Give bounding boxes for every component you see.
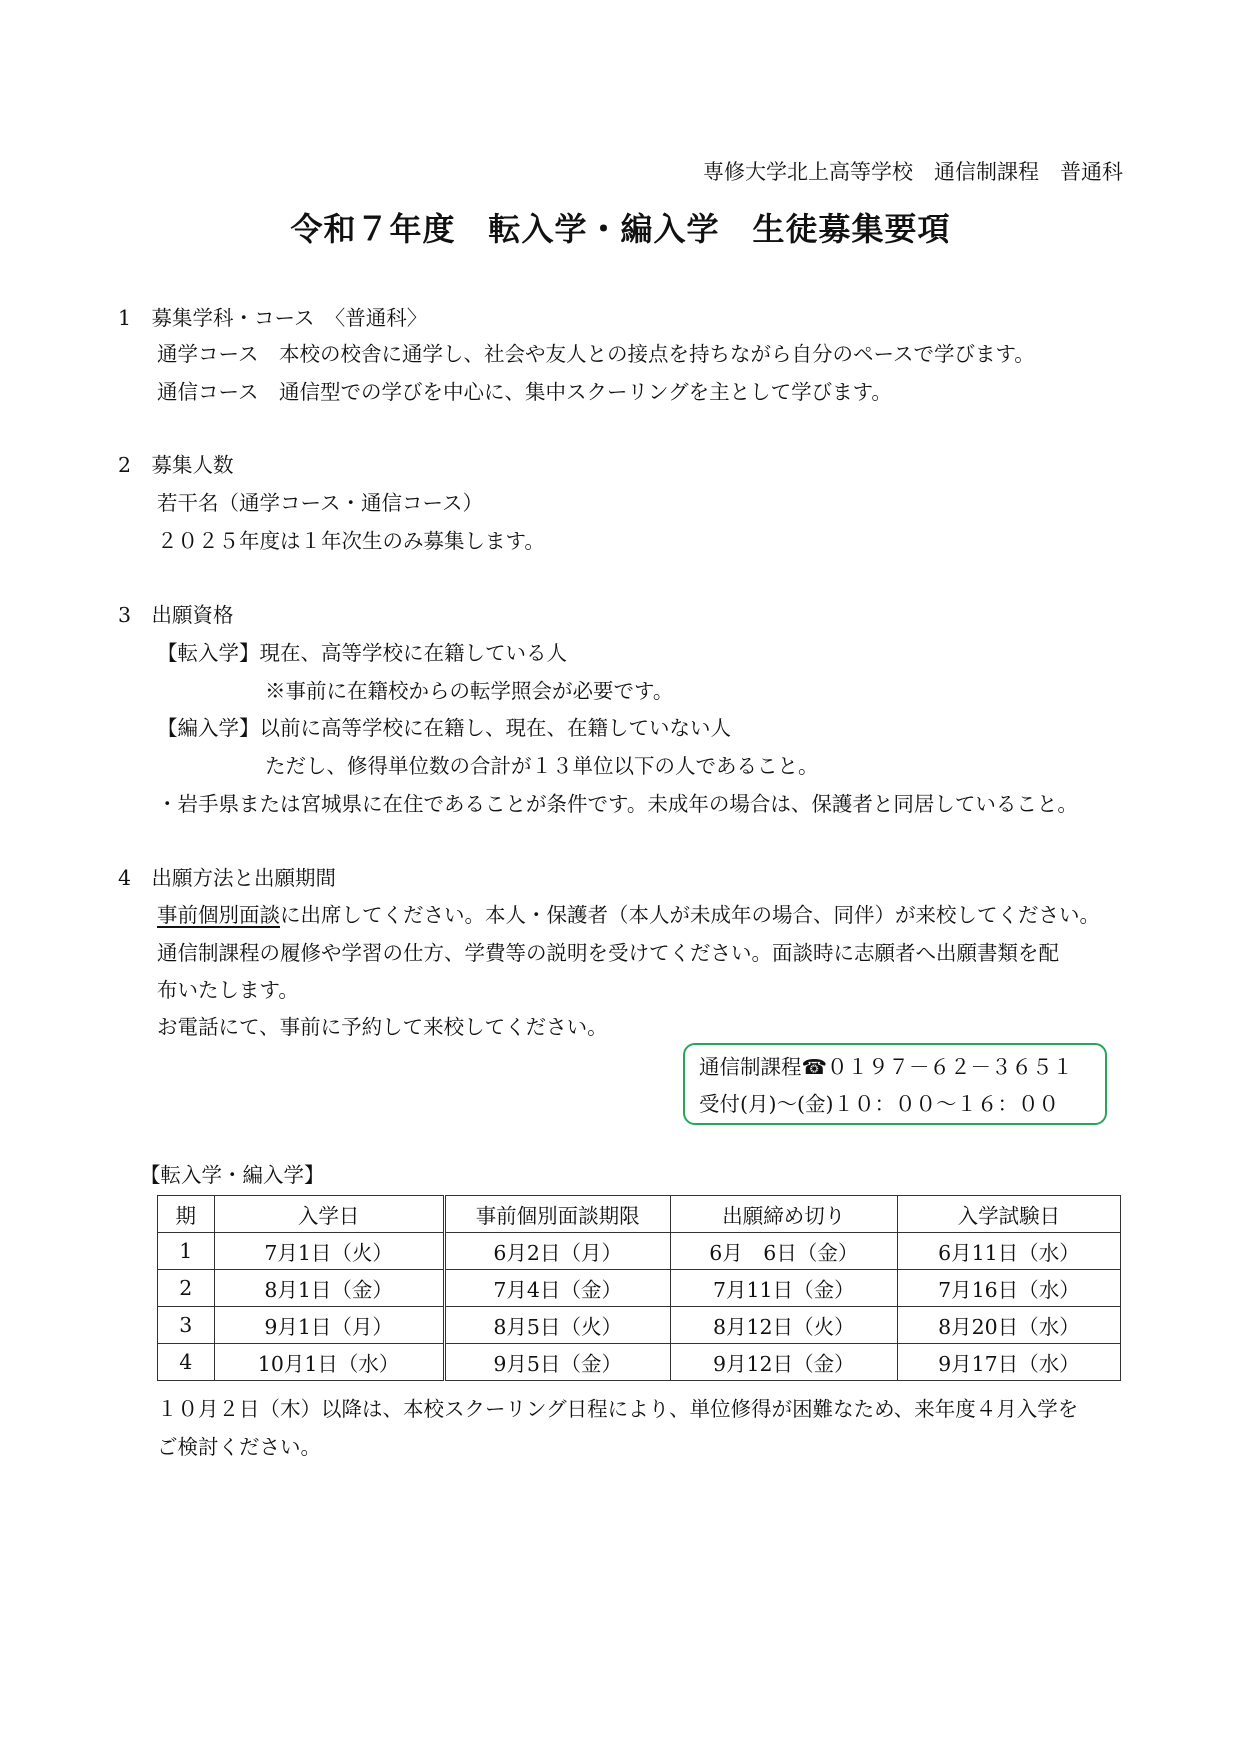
page-title: 令和７年度 転入学・編入学 生徒募集要項 <box>290 210 951 248</box>
reentry-row <box>157 710 731 746</box>
table-cell: 6月2日（月） <box>444 1233 670 1270</box>
section4-line: 通信制課程の履修や学習の仕方、学費等の説明を受けてください。面談時に志願者へ出願書類を配 <box>157 941 1059 965</box>
schedule-note: ご検討ください。 <box>157 1435 321 1459</box>
section4-line1-rest: に出席してください。本人・保護者（本人が未成年の場合、同伴）が来校してください。 <box>280 903 1100 927</box>
schedule-caption: 【転入学・編入学】 <box>140 1163 325 1187</box>
header-application-deadline: 出願締め切り <box>670 1196 897 1233</box>
header-entry-date: 入学日 <box>214 1196 444 1233</box>
table-cell: 8月12日（火） <box>670 1307 897 1344</box>
table-cell: 9月12日（金） <box>670 1344 897 1381</box>
section2-line: 若干名（通学コース・通信コース） <box>157 491 483 515</box>
table-cell: 1 <box>158 1233 215 1270</box>
header-exam-date: 入学試験日 <box>897 1196 1120 1233</box>
section2-heading: 2 募集人数 <box>118 453 234 477</box>
table-cell: 8月5日（火） <box>444 1307 670 1344</box>
table-cell: 9月17日（水） <box>897 1344 1120 1381</box>
residence-condition: ・岩手県または宮城県に在住であることが条件です。未成年の場合は、保護者と同居していること。 <box>157 792 1078 816</box>
transfer-text: 現在、高等学校に在籍している人 <box>259 641 567 665</box>
phone-icon: ☎ <box>801 1055 828 1079</box>
table-cell: 7月16日（水） <box>897 1270 1120 1307</box>
contact-phone-row <box>699 1049 1091 1086</box>
contact-phone: ０１９７－６２－３６５１ <box>827 1055 1074 1079</box>
contact-label: 通信制課程 <box>699 1055 802 1079</box>
table-header-row <box>158 1196 1121 1233</box>
section2-line: ２０２５年度は１年次生のみ募集します。 <box>157 529 545 553</box>
table-row <box>158 1344 1121 1381</box>
table-cell: 8月1日（金） <box>214 1270 444 1307</box>
section4-heading: 4 出願方法と出願期間 <box>118 866 337 890</box>
table-cell: 9月1日（月） <box>214 1307 444 1344</box>
table-cell: 6月 6日（金） <box>670 1233 897 1270</box>
schedule-note: １０月２日（木）以降は、本校スクーリング日程により、単位修得が困難なため、来年度４月入学を <box>157 1397 1079 1421</box>
section4-line: 布いたします。 <box>157 978 299 1002</box>
transfer-note: ※事前に在籍校からの転学照会が必要です。 <box>265 679 674 703</box>
table-cell: 6月11日（水） <box>897 1233 1120 1270</box>
table-cell: 3 <box>158 1307 215 1344</box>
header-interview-deadline: 事前個別面談期限 <box>444 1196 670 1233</box>
section1-line: 通学コース 本校の校舎に通学し、社会や友人との接点を持ちながら自分のペースで学びます。 <box>157 342 1035 366</box>
table-cell: 9月5日（金） <box>444 1344 670 1381</box>
section1-heading: 1 募集学科・コース 〈普通科〉 <box>118 306 428 330</box>
school-name: 専修大学北上高等学校 通信制課程 普通科 <box>703 160 1123 184</box>
table-cell: 8月20日（水） <box>897 1307 1120 1344</box>
reentry-label: 【編入学】 <box>157 716 260 740</box>
contact-box <box>683 1043 1107 1125</box>
table-cell: 2 <box>158 1270 215 1307</box>
transfer-row <box>157 635 567 671</box>
table-cell: 7月1日（火） <box>214 1233 444 1270</box>
table-row <box>158 1233 1121 1270</box>
table-row <box>158 1270 1121 1307</box>
header-term: 期 <box>158 1196 215 1233</box>
schedule-table <box>157 1195 1121 1381</box>
table-cell: 7月11日（金） <box>670 1270 897 1307</box>
section4-line <box>157 897 1100 933</box>
contact-hours: 受付(月)～(金)１０：００～１６：００ <box>699 1092 1059 1116</box>
table-cell: 7月4日（金） <box>444 1270 670 1307</box>
reentry-note: ただし、修得単位数の合計が１３単位以下の人であること。 <box>265 754 819 778</box>
section1-line: 通信コース 通信型での学びを中心に、集中スクーリングを主として学びます。 <box>157 380 892 404</box>
table-row <box>158 1307 1121 1344</box>
section4-line: お電話にて、事前に予約して来校してください。 <box>157 1015 608 1039</box>
table-cell: 10月1日（水） <box>214 1344 444 1381</box>
interview-underlined: 事前個別面談 <box>157 903 280 927</box>
reentry-text: 以前に高等学校に在籍し、現在、在籍していない人 <box>259 716 731 740</box>
table-cell: 4 <box>158 1344 215 1381</box>
transfer-label: 【転入学】 <box>157 641 260 665</box>
section3-heading: 3 出願資格 <box>118 603 234 627</box>
